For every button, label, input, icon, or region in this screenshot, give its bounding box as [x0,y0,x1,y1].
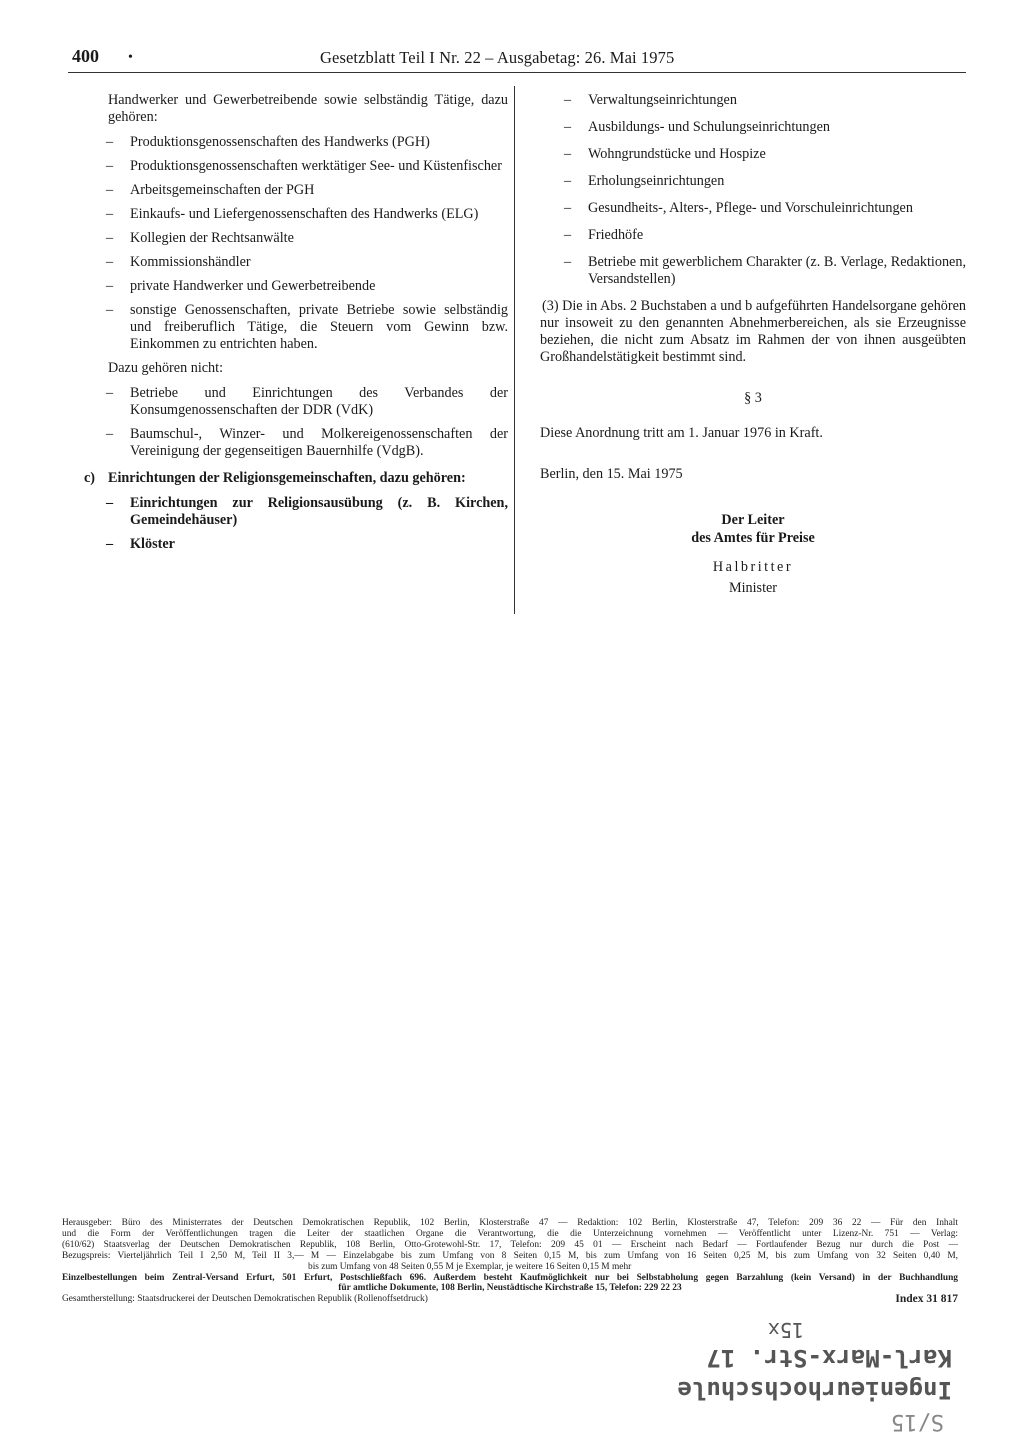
list-item: – Gesundheits-, Alters-, Pflege- und Vorschuleinrichtungen [564,200,913,216]
imprint [62,1218,958,1305]
stamp-line: S/15 [891,1409,944,1434]
list-item: – Kollegien der Rechtsanwälte [106,230,294,246]
place-date: Berlin, den 15. Mai 1975 [540,466,683,482]
section-mark: § 3 [744,390,762,406]
imprint-line: Einzelbestellungen beim Zentral-Versand Erfurt, 501 Erfurt, Postschließfach 696. Außerdem besteht Kaufmöglichkeit nur bei Selbstabholung gegen Barzahlung (kein Versand) in der Buchhandlung [62,1272,958,1283]
imprint-line: Bezugspreis: Vierteljährlich Teil I 2,50 M, Teil II 3,— M — Einzelabgabe bis zum Umfang von 8 Seiten 0,15 M, bis zum Umfang von 16 Seiten 0,25 M, bis zum Umfang von 32 Seiten 0,40 M, [62,1250,958,1261]
imprint-line: (610/62) Staatsverlag der Deutschen Demokratischen Republik, 108 Berlin, Otto-Grotewohl-Str. 17, Telefon: 209 45 01 — Erscheint nach Bedarf — Fortlaufender Bezug nur durch die Post — [62,1239,958,1250]
list-item: – Arbeitsgemeinschaften der PGH [106,182,315,198]
column-divider [514,86,515,614]
list-item: – Verwaltungseinrichtungen [564,92,737,108]
list-item: – Friedhöfe [564,227,644,243]
list-item: – Kommissionshändler [106,254,251,270]
stamp-line: 15x [767,1318,804,1342]
page-number: 400 [72,46,99,66]
list-item: – sonstige Genossenschaften, private Betriebe sowie selbständig und freiberuflich Tätige, die Steuern vom Gewinn bzw. Einkommen zu entrichten haben. [106,302,508,352]
section-c-text: Einrichtungen der Religionsgemeinschaften, dazu gehören: [108,470,466,486]
list-item: – Produktionsgenossenschaften werktätiger See- und Küstenfischer [106,158,502,174]
stamp-line: Ingenieurhochschule [677,1376,952,1404]
header-title: Gesetzblatt Teil I Nr. 22 – Ausgabetag: 26. Mai 1975 [320,48,675,67]
section-c-item: – Einrichtungen zur Religionsausübung (z. B. Kirchen, Gemeindehäuser) [106,495,508,528]
excluded-item: – Betriebe und Einrichtungen des Verbandes der Konsumgenossenschaften der DDR (VdK) [106,385,508,418]
imprint-line: Gesamtherstellung: Staatsdruckerei der Deutschen Demokratischen Republik (Rollenoffsetdruck) [62,1294,428,1305]
index-number: Index 31 817 [895,1293,958,1306]
list-item: – Produktionsgenossenschaften des Handwerks (PGH) [106,134,430,150]
list-item: – Ausbildungs- und Schulungseinrichtungen [564,119,830,135]
signer-name: Halbritter [712,559,794,575]
imprint-line: Herausgeber: Büro des Ministerrates der Deutschen Demokratischen Republik, 102 Berlin, Klosterstraße 47 — Redaktion: 102 Berlin, Klosterstraße 47, Telefon: 209 36 22 — Für den Inhalt [62,1218,958,1228]
right-column [540,92,966,597]
header-dot: • [128,50,133,65]
intro-text: Handwerker und Gewerbetreibende sowie selbständig Tätige, dazu gehören: [108,92,508,125]
stamp-line: Karl-Marx-Str. 17 [706,1344,952,1372]
paragraph-3: (3) Die in Abs. 2 Buchstaben a und b aufgeführten Handelsorgane gehören nur insoweit zu den genannten Abnehmerbereichen, als sie Erzeugnisse beziehen, die nicht zum Absatz im Rahmen der von ihnen ausgeübten Großhandelstätigkeit bestimmt sind. [540,298,966,365]
imprint-line: für amtliche Dokumente, 108 Berlin, Neustädtische Kirchstraße 15, Telefon: 229 22 23 [338,1283,682,1294]
list-item: – private Handwerker und Gewerbetreibende [106,278,376,294]
left-column [84,92,508,560]
signature-line-1: Der Leiter [721,512,785,528]
section-c-marker: c) [84,470,96,486]
header-rule [68,72,966,73]
list-item: – Wohngrundstücke und Hospize [564,146,766,162]
excluded-heading: Dazu gehören nicht: [108,360,224,376]
signature-block [540,511,966,547]
imprint-last-row [62,1294,958,1305]
signature-line-2: des Amtes für Preise [691,530,815,546]
enactment-text: Diese Anordnung tritt am 1. Januar 1976 in Kraft. [540,425,823,441]
section-c [84,470,508,487]
list-item: – Erholungseinrichtungen [564,173,725,189]
list-item: – Einkaufs- und Liefergenossenschaften des Handwerks (ELG) [106,206,479,222]
imprint-line: bis zum Umfang von 48 Seiten 0,55 M je Exemplar, je weitere 16 Seiten 0,15 M mehr [308,1261,632,1272]
signer-role: Minister [728,580,778,596]
excluded-item: – Baumschul-, Winzer- und Molkereigenossenschaften der Vereinigung der gegenseitigen Bauernhilfe (VdgB). [106,426,508,459]
list-item: – Betriebe mit gewerblichem Charakter (z. B. Verlage, Redaktionen, Versandstellen) [564,254,966,287]
library-stamp [404,1310,964,1434]
imprint-line: und die Form der Veröffentlichungen tragen die Leiter der staatlichen Organe die Verantwortung, die die Unterzeichnung vornehmen — Veröffentlicht unter Lizenz-Nr. 751 — Verlag: [62,1228,958,1239]
section-c-item: – Klöster [106,536,175,552]
